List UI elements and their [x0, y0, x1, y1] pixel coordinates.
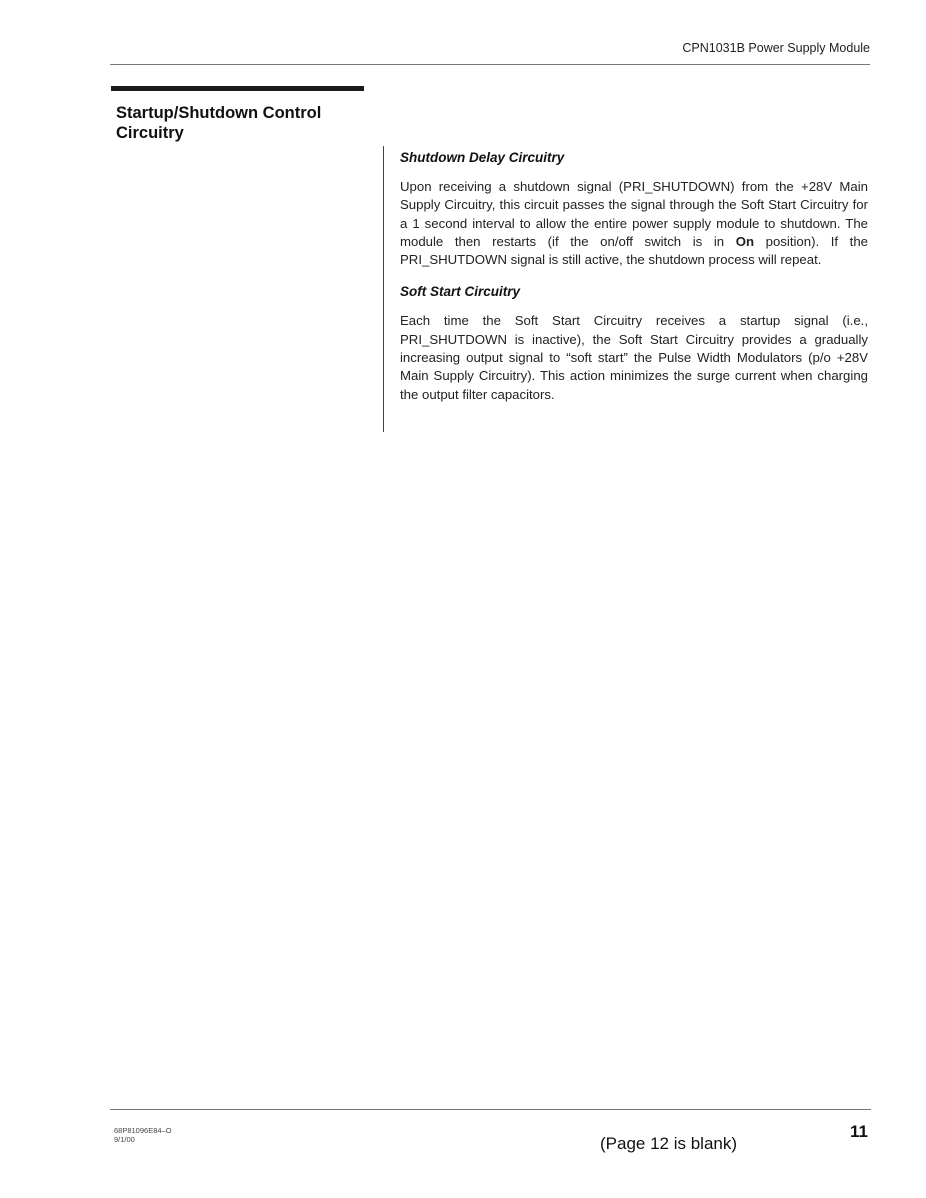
paragraph-text: position). If the PRI_SHUTDOWN signal is still active, the shutdown process will repeat.	[400, 233, 868, 268]
section-bar	[111, 86, 364, 91]
footer-doc-info	[114, 1126, 172, 1144]
paragraph-soft-start: Each time the Soft Start Circuitry receives a startup signal (i.e., PRI_SHUTDOWN is inactive), the Soft Start Circuitry provides a gradually increasing output signal to “soft start” the Pulse Width Modulators (p/o +28V Main Supply Circuitry). This action minimizes the surge current when charging the output filter capacitors.	[400, 313, 868, 402]
doc-date: 9/1/00	[114, 1135, 135, 1144]
bold-term: On	[735, 233, 755, 249]
running-header: CPN1031B Power Supply Module	[682, 41, 870, 55]
page-number: 11	[850, 1122, 868, 1141]
paragraph-shutdown-delay	[400, 178, 868, 269]
footer-rule	[110, 1109, 871, 1110]
paragraph-text: Upon receiving a shutdown signal (PRI_SHUTDOWN) from the +28V Main Supply Circuitry, this circuit passes the signal through the Soft Start Circuitry for a 1 second interval to allow the entire power supply module to shutdown. The module then restarts (if the on/off switch is in	[400, 179, 868, 249]
subsection-heading-soft-start: Soft Start Circuitry	[400, 284, 521, 300]
body-content	[400, 150, 868, 419]
revision-change-bar	[383, 146, 384, 432]
section-title: Startup/Shutdown Control Circuitry	[116, 104, 322, 142]
blank-page-note: (Page 12 is blank)	[600, 1134, 738, 1153]
doc-number: 68P81096E84–O	[114, 1126, 172, 1135]
subsection-heading-shutdown-delay: Shutdown Delay Circuitry	[400, 150, 565, 165]
header-rule	[110, 64, 870, 65]
